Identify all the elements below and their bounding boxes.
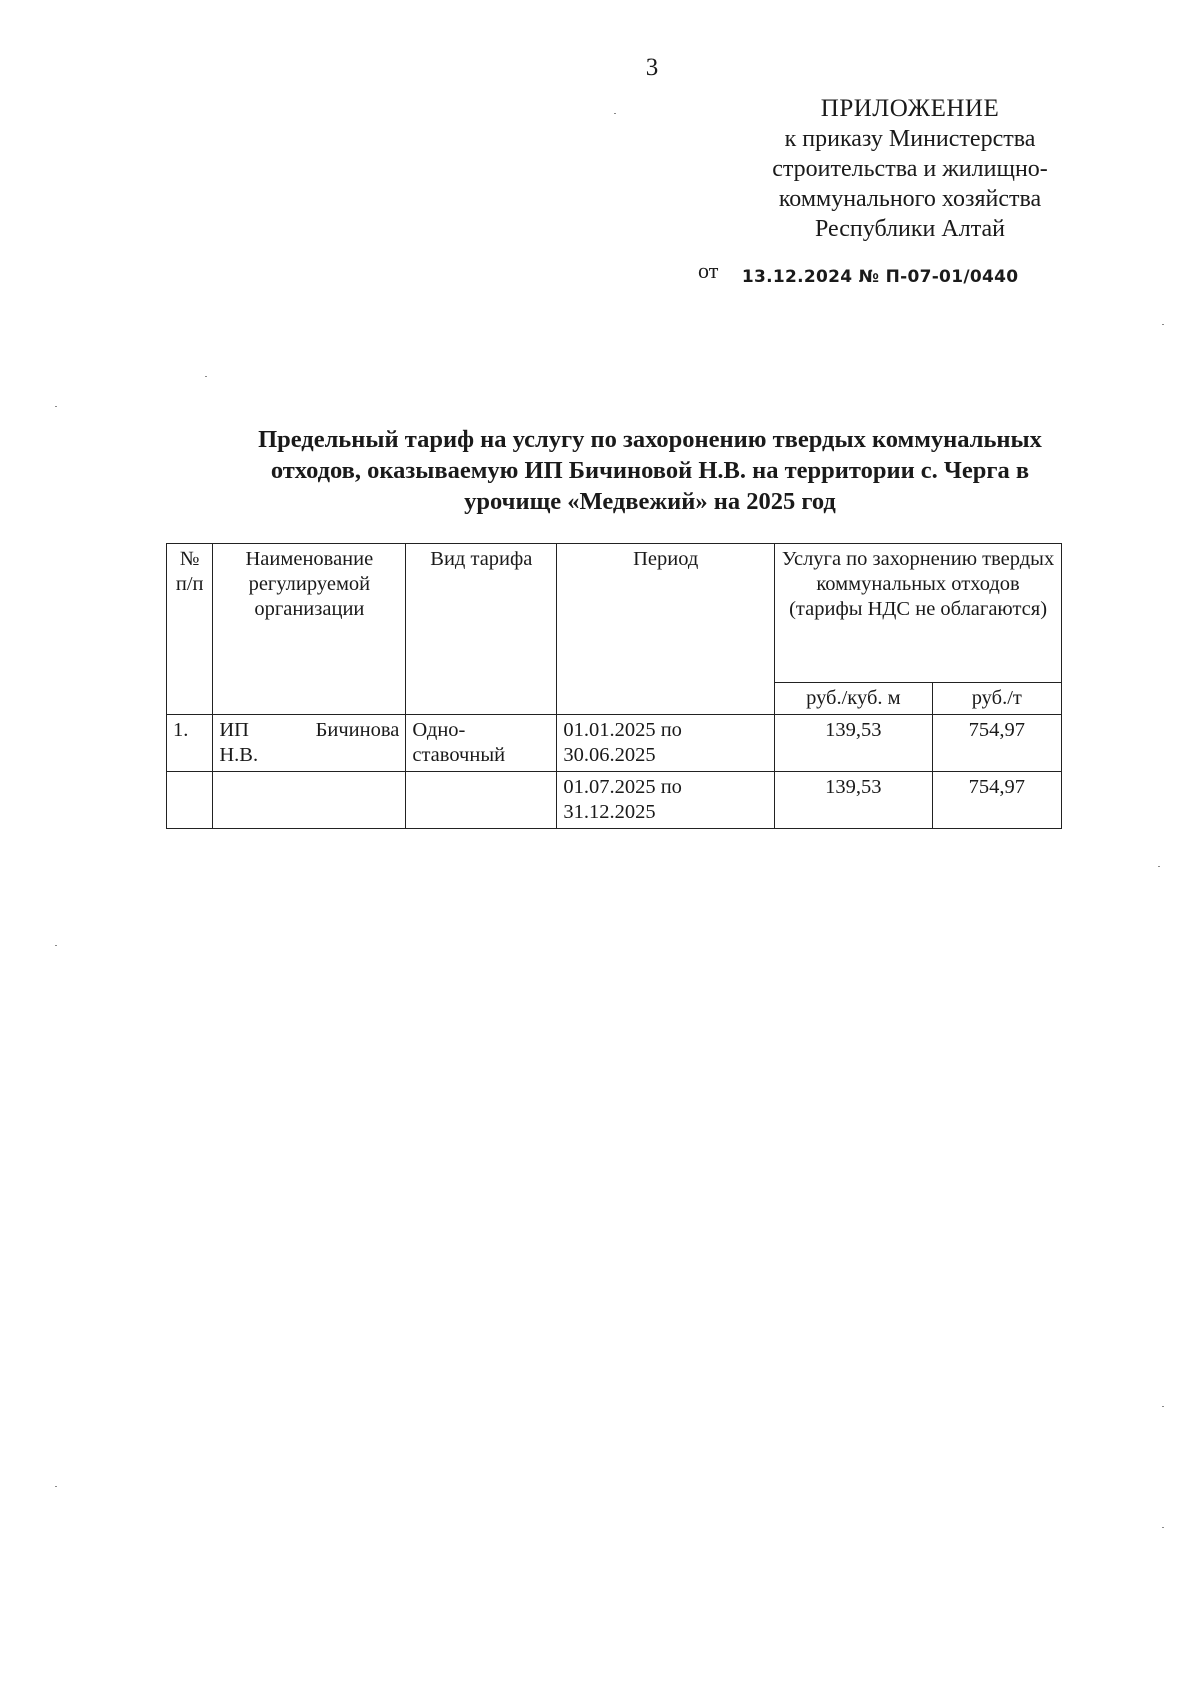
header-period: Период	[557, 544, 775, 715]
cell-num: 1.	[167, 715, 213, 772]
page-number: 3	[645, 54, 659, 81]
scan-speck	[1162, 1406, 1164, 1407]
scan-speck	[1158, 866, 1160, 867]
appendix-header	[700, 94, 1120, 244]
title-line: отходов, оказываемую ИП Бичиновой Н.В. на территории с. Черга в	[270, 457, 1030, 484]
table-row	[167, 772, 1062, 829]
cell-tariff-type	[406, 772, 557, 829]
order-from-label: от	[698, 258, 719, 283]
scan-speck	[55, 945, 57, 946]
scan-speck	[1162, 1527, 1164, 1528]
header-service: Услуга по захорнению твердых коммунальных отходов (тарифы НДС не облагаются)	[775, 544, 1062, 683]
tariff-table	[166, 543, 1062, 829]
header-tariff-type: Вид тарифа	[406, 544, 557, 715]
cell-price-m3: 139,53	[775, 715, 932, 772]
scan-speck	[614, 113, 616, 114]
scan-speck	[55, 1486, 57, 1487]
cell-price-t: 754,97	[932, 715, 1061, 772]
cell-org	[213, 772, 406, 829]
order-reference	[698, 258, 1019, 288]
header-unit-t: руб./т	[932, 683, 1061, 715]
cell-price-m3: 139,53	[775, 772, 932, 829]
cell-org-part: Н.В.	[219, 744, 259, 766]
appendix-line: к приказу Министерства	[784, 126, 1036, 152]
appendix-line: коммунального хозяйства	[778, 186, 1042, 212]
scan-speck	[205, 376, 207, 377]
order-number-stamp: 13.12.2024 № П-07-01/0440	[741, 267, 1019, 287]
cell-org-part: Бичинова	[315, 719, 400, 741]
scan-speck	[55, 406, 57, 407]
document-title	[160, 424, 1140, 517]
title-line: Предельный тариф на услугу по захоронению твердых коммунальных	[258, 426, 1042, 453]
header-org: Наименование регулируемой организации	[213, 544, 406, 715]
header-num: № п/п	[167, 544, 213, 715]
table-row	[167, 715, 1062, 772]
appendix-title: ПРИЛОЖЕНИЕ	[820, 95, 1000, 122]
title-line: урочище «Медвежий» на 2025 год	[464, 488, 836, 515]
scan-speck	[1162, 324, 1164, 325]
appendix-line: Республики Алтай	[815, 216, 1005, 242]
cell-org	[213, 715, 406, 772]
header-unit-m3: руб./куб. м	[775, 683, 932, 715]
cell-period: 01.01.2025 по 30.06.2025	[557, 715, 775, 772]
cell-org-part: ИП	[219, 719, 249, 741]
cell-price-t: 754,97	[932, 772, 1061, 829]
cell-period: 01.07.2025 по 31.12.2025	[557, 772, 775, 829]
cell-tariff-type: Одно-ставочный	[406, 715, 557, 772]
table-header-row	[167, 544, 1062, 683]
cell-num	[167, 772, 213, 829]
appendix-line: строительства и жилищно-	[772, 156, 1048, 182]
